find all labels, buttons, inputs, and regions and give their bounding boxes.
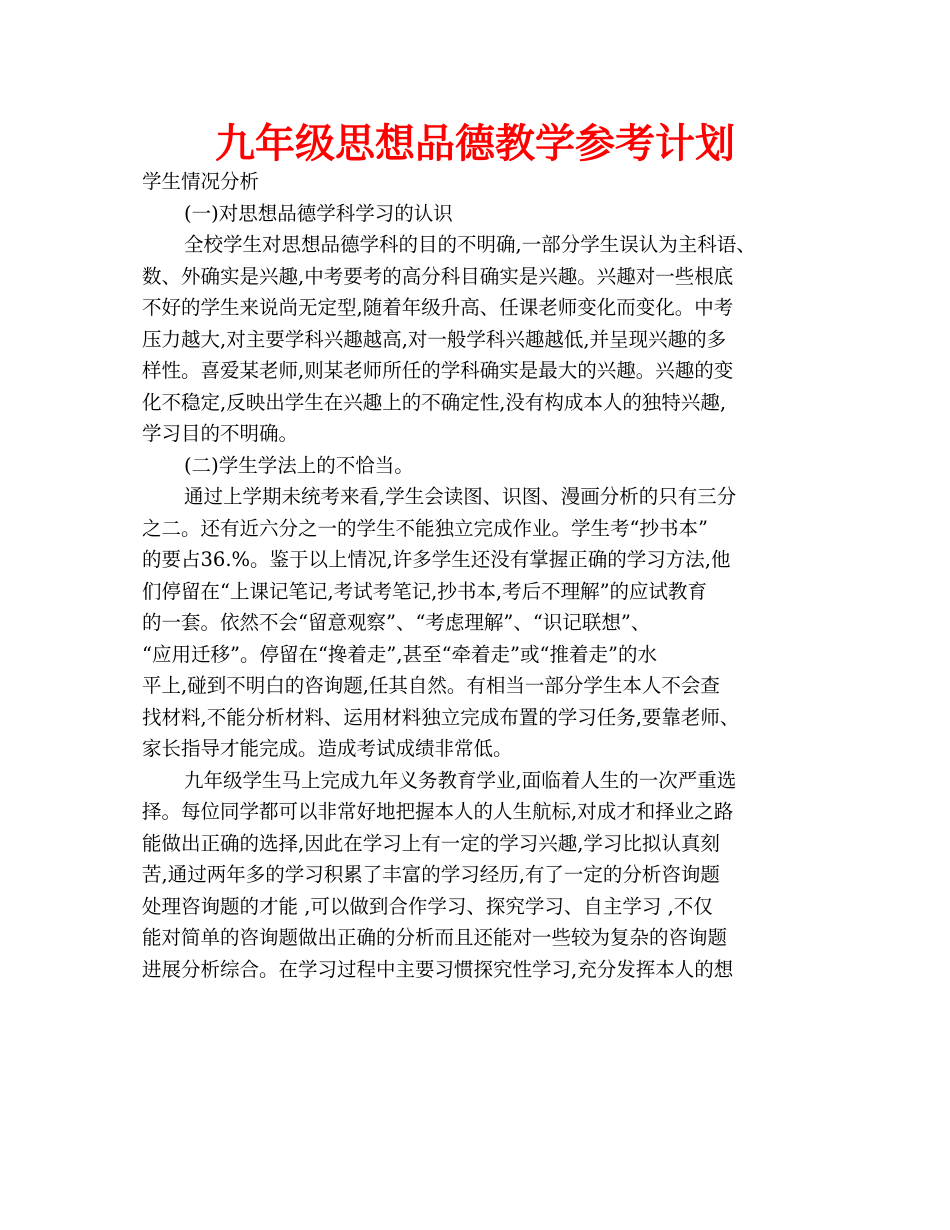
text-line: 数、外确实是兴趣,中考要考的高分科目确实是兴趣。兴趣对一些根底 bbox=[142, 264, 734, 288]
text-line: 学生情况分析 bbox=[142, 170, 260, 193]
text-line: 九年级学生马上完成九年义务教育学业,面临着人生的一次严重选 bbox=[184, 768, 737, 792]
text-line: 通过上学期未统考来看,学生会读图、识图、漫画分析的只有三分 bbox=[184, 485, 737, 508]
text-line: 进展分析综合。在学习过程中主要习惯探究性学习,充分发挥本人的想 bbox=[142, 957, 734, 981]
text-line: 们停留在“上课记笔记,考试考笔记,抄书本,考后不理解”的应试教育 bbox=[142, 579, 708, 603]
text-line: 不好的学生来说尚无定型,随着年级升高、任课老师变化而变化。中考 bbox=[142, 296, 734, 319]
text-line: 的要占36.%。鉴于以上情况,许多学生还没有掌握正确的学习方法,他 bbox=[142, 548, 731, 571]
text-line: 找材料,不能分析材料、运用材料独立完成布置的学习任务,要靠老师、 bbox=[142, 705, 740, 729]
document-body bbox=[142, 166, 810, 985]
text-line: 家长指导才能完成。造成考试成绩非常低。 bbox=[142, 737, 513, 760]
text-line: 学习目的不明确。 bbox=[142, 422, 299, 445]
text-line: (二)学生学法上的不恰当。 bbox=[184, 453, 414, 477]
text-line: 压力越大,对主要学科兴趣越高,对一般学科兴趣越低,并呈现兴趣的多 bbox=[142, 327, 727, 351]
text-line: 处理咨询题的才能 ,可以做到合作学习、探究学习、自主学习 ,不仅 bbox=[142, 894, 713, 918]
document-title: 九年级思想品德教学参考计划 bbox=[215, 121, 735, 167]
text-line: 平上,碰到不明白的咨询题,任其自然。有相当一部分学生本人不会查 bbox=[142, 674, 720, 697]
text-line: 的一套。依然不会“留意观察”、“考虑理解”、“识记联想”、 bbox=[142, 611, 651, 634]
text-line: 能对简单的咨询题做出正确的分析而且还能对一些较为复杂的咨询题 bbox=[142, 926, 728, 949]
text-line: 全校学生对思想品德学科的目的不明确,一部分学生误认为主科语、 bbox=[184, 233, 756, 256]
text-line: 能做出正确的选择,因此在学习上有一定的学习兴趣,学习比拟认真刻 bbox=[142, 831, 720, 855]
text-line: 样性。喜爱某老师,则某老师所任的学科确实是最大的兴趣。兴趣的变 bbox=[142, 359, 734, 382]
text-line: 之二。还有近六分之一的学生不能独立完成作业。学生考“抄书本” bbox=[142, 516, 708, 540]
text-line: (一)对思想品德学科学习的认识 bbox=[184, 201, 453, 225]
text-line: 化不稳定,反映出学生在兴趣上的不确定性,没有构成本人的独特兴趣, bbox=[142, 390, 727, 414]
text-line: 苦,通过两年多的学习积累了丰富的学习经历,有了一定的分析咨询题 bbox=[142, 863, 720, 886]
text-line: 择。每位同学都可以非常好地把握本人的人生航标,对成才和择业之路 bbox=[142, 800, 734, 823]
text-line: “应用迁移”。停留在“搀着走”,甚至“牵着走”或“推着走”的水 bbox=[142, 642, 657, 666]
